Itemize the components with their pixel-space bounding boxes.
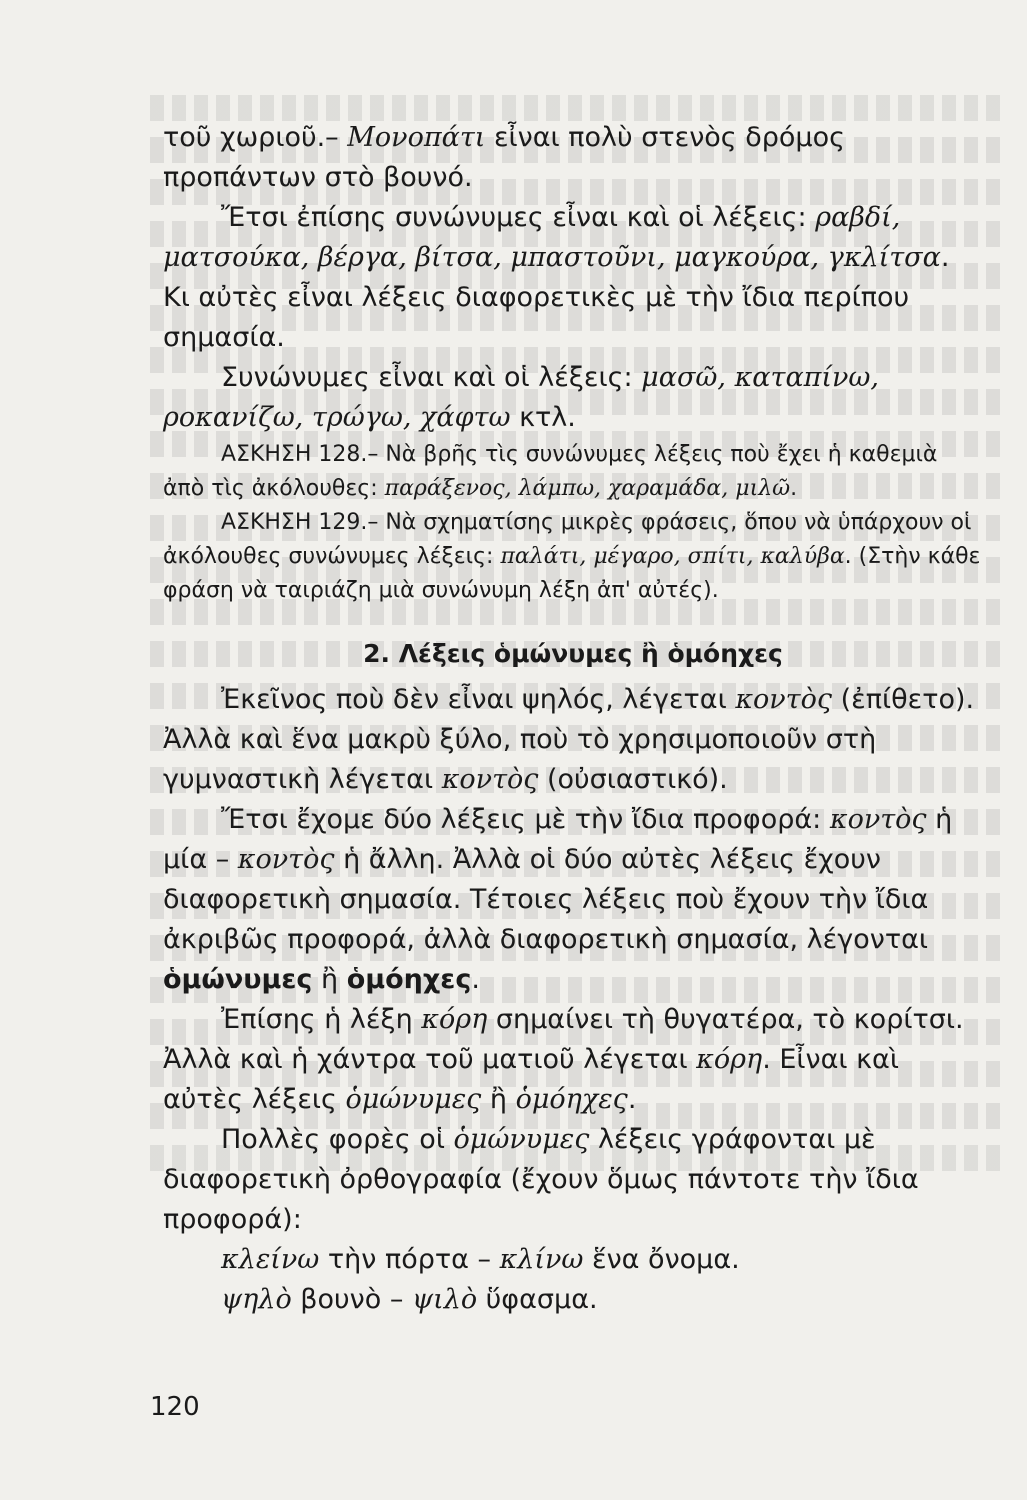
paragraph-spelling: Πολλὲς φορὲς οἱ ὁμώνυμες λέξεις γράφονται μὲ διαφορετικὴ ὀρθογραφία (ἔχουν ὅμως πάντοτε τὴν ἴδια προφορά): (163, 1124, 919, 1235)
exercise-129: ΑΣΚΗΣΗ 129.– Νὰ σχηματίσης μικρὲς φράσεις, ὅπου νὰ ὑπάρχουν οἱ ἀκόλουθες συνώνυμες λέξεις: παλάτι, μέγαρο, σπίτι, καλύβα. (Στὴν κάθε φράση νὰ ταιριάζη μιὰ συνώνυμη λέξη ἀπ' αὐτές). (163, 510, 981, 603)
page-number: 120 (150, 1392, 200, 1422)
paragraph-synonyms-1: Ἔτσι ἐπίσης συνώνυμες εἶναι καὶ οἱ λέξεις: ραβδί, ματσούκα, βέργα, βίτσα, μπαστοῦνι, μαγκούρα, γκλίτσα. Κι αὐτὲς εἶναι λέξεις διαφορετικὲς μὲ τὴν ἴδια περίπου σημασία. (163, 202, 950, 353)
paragraph-homonyms-definition: Ἔτσι ἔχομε δύο λέξεις μὲ τὴν ἴδια προφορά: κοντὸς ἡ μία – κοντὸς ἡ ἄλλη. Ἀλλὰ οἱ δύο αὐτὲς λέξεις ἔχουν διαφορετικὴ σημασία. Τέτοιες λέξεις ποὺ ἔχουν τὴν ἴδια ἀκριβῶς προφορά, ἀλλὰ διαφορετικὴ σημασία, λέγονται ὁμώνυμες ἢ ὁμόηχες. (163, 804, 953, 995)
example-line-1: κλείνω τὴν πόρτα – κλίνω ἕνα ὄνομα. (221, 1244, 740, 1275)
body-text (163, 118, 983, 1320)
paragraph-kontos: Ἐκεῖνος ποὺ δὲν εἶναι ψηλός, λέγεται κοντὸς (ἐπίθετο). Ἀλλὰ καὶ ἕνα μακρὺ ξύλο, ποὺ τὸ χρησιμοποιοῦν στὴ γυμναστικὴ λέγεται κοντὸς (οὐσιαστικό). (163, 684, 975, 795)
paragraph-kori: Ἐπίσης ἡ λέξη κόρη σημαίνει τὴ θυγατέρα, τὸ κορίτσι. Ἀλλὰ καὶ ἡ χάντρα τοῦ ματιοῦ λέγεται κόρη. Εἶναι καὶ αὐτὲς λέξεις ὁμώνυμες ἢ ὁμόηχες. (163, 1004, 964, 1115)
paragraph-monopati: τοῦ χωριοῦ.– Μονοπάτι εἶναι πολὺ στενὸς δρόμος προπάντων στὸ βουνό. (163, 122, 845, 193)
exercise-128: ΑΣΚΗΣΗ 128.– Νὰ βρῆς τὶς συνώνυμες λέξεις ποὺ ἔχει ἡ καθεμιὰ ἀπὸ τὶς ἀκόλουθες: παράξενος, λάμπω, χαραμάδα, μιλῶ. (163, 442, 938, 501)
example-line-2: ψηλὸ βουνὸ – ψιλὸ ὕφασμα. (221, 1284, 598, 1315)
section-heading: 2. Λέξεις ὁμώνυμες ἢ ὁμόηχες (363, 639, 783, 668)
paragraph-synonyms-2: Συνώνυμες εἶναι καὶ οἱ λέξεις: μασῶ, καταπίνω, ροκανίζω, τρώγω, χάφτω κτλ. (163, 362, 880, 433)
